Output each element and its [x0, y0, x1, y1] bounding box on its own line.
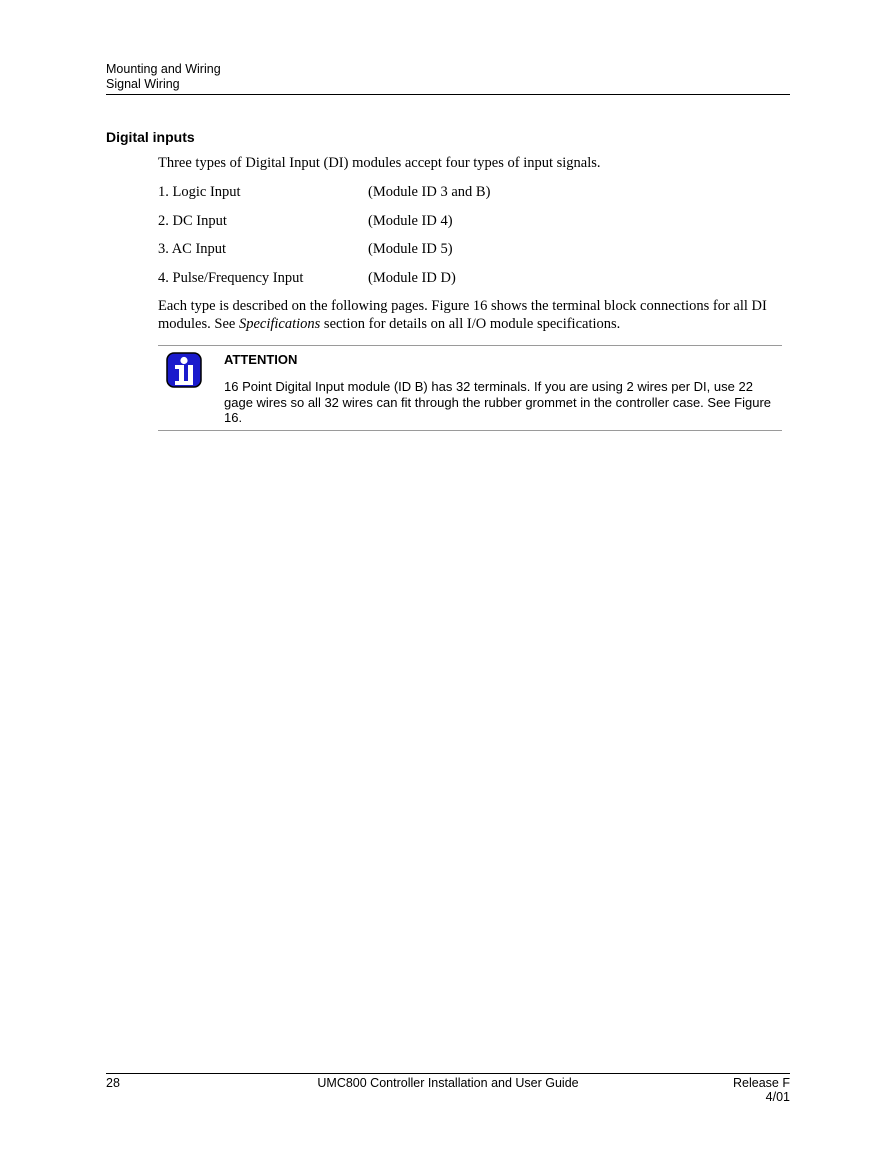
page-header	[106, 62, 790, 92]
input-type-label: 2. DC Input	[158, 212, 227, 229]
description-paragraph	[158, 297, 788, 333]
section-title: Digital inputs	[106, 129, 195, 145]
list-item	[158, 183, 788, 212]
intro-paragraph: Three types of Digital Input (DI) modules accept four types of input signals.	[158, 155, 601, 171]
list-item	[158, 269, 788, 298]
input-type-label: 1. Logic Input	[158, 184, 241, 200]
header-section: Signal Wiring	[106, 77, 180, 91]
input-type-list	[158, 183, 788, 297]
specifications-reference: Specifications	[238, 316, 321, 332]
footer-divider	[106, 1073, 790, 1074]
attention-text: 16 Point Digital Input module (ID B) has 32 terminals. If you are using 2 wires per DI, use 22 gage wires so all 32 wires can fit through the rubber grommet in the controller case. See Figure 16.	[224, 379, 771, 425]
description-text: Each type is described on the following pages. Figure 16 shows the terminal block connections for all DI modules. See	[158, 298, 767, 332]
attention-box	[158, 345, 782, 431]
release-date: 4/01	[765, 1090, 790, 1104]
info-icon	[166, 352, 202, 388]
module-id: (Module ID D)	[368, 269, 456, 286]
header-chapter: Mounting and Wiring	[106, 62, 221, 76]
module-id: (Module ID 4)	[368, 212, 453, 229]
description-text-end: section for details on all I/O module specifications.	[320, 316, 621, 332]
header-divider	[106, 94, 790, 95]
module-id: (Module ID 5)	[368, 241, 453, 257]
release-label: Release F	[733, 1076, 790, 1090]
input-type-label: 4. Pulse/Frequency Input	[158, 269, 304, 286]
page-number: 28	[106, 1076, 120, 1090]
input-type-label: 3. AC Input	[158, 241, 227, 257]
list-item	[158, 240, 788, 269]
attention-title: ATTENTION	[224, 352, 298, 367]
release-info	[733, 1076, 790, 1104]
section-body	[158, 154, 788, 333]
list-item	[158, 212, 788, 241]
module-id: (Module ID 3 and B)	[368, 184, 491, 200]
document-title: UMC800 Controller Installation and User Guide	[317, 1076, 579, 1090]
